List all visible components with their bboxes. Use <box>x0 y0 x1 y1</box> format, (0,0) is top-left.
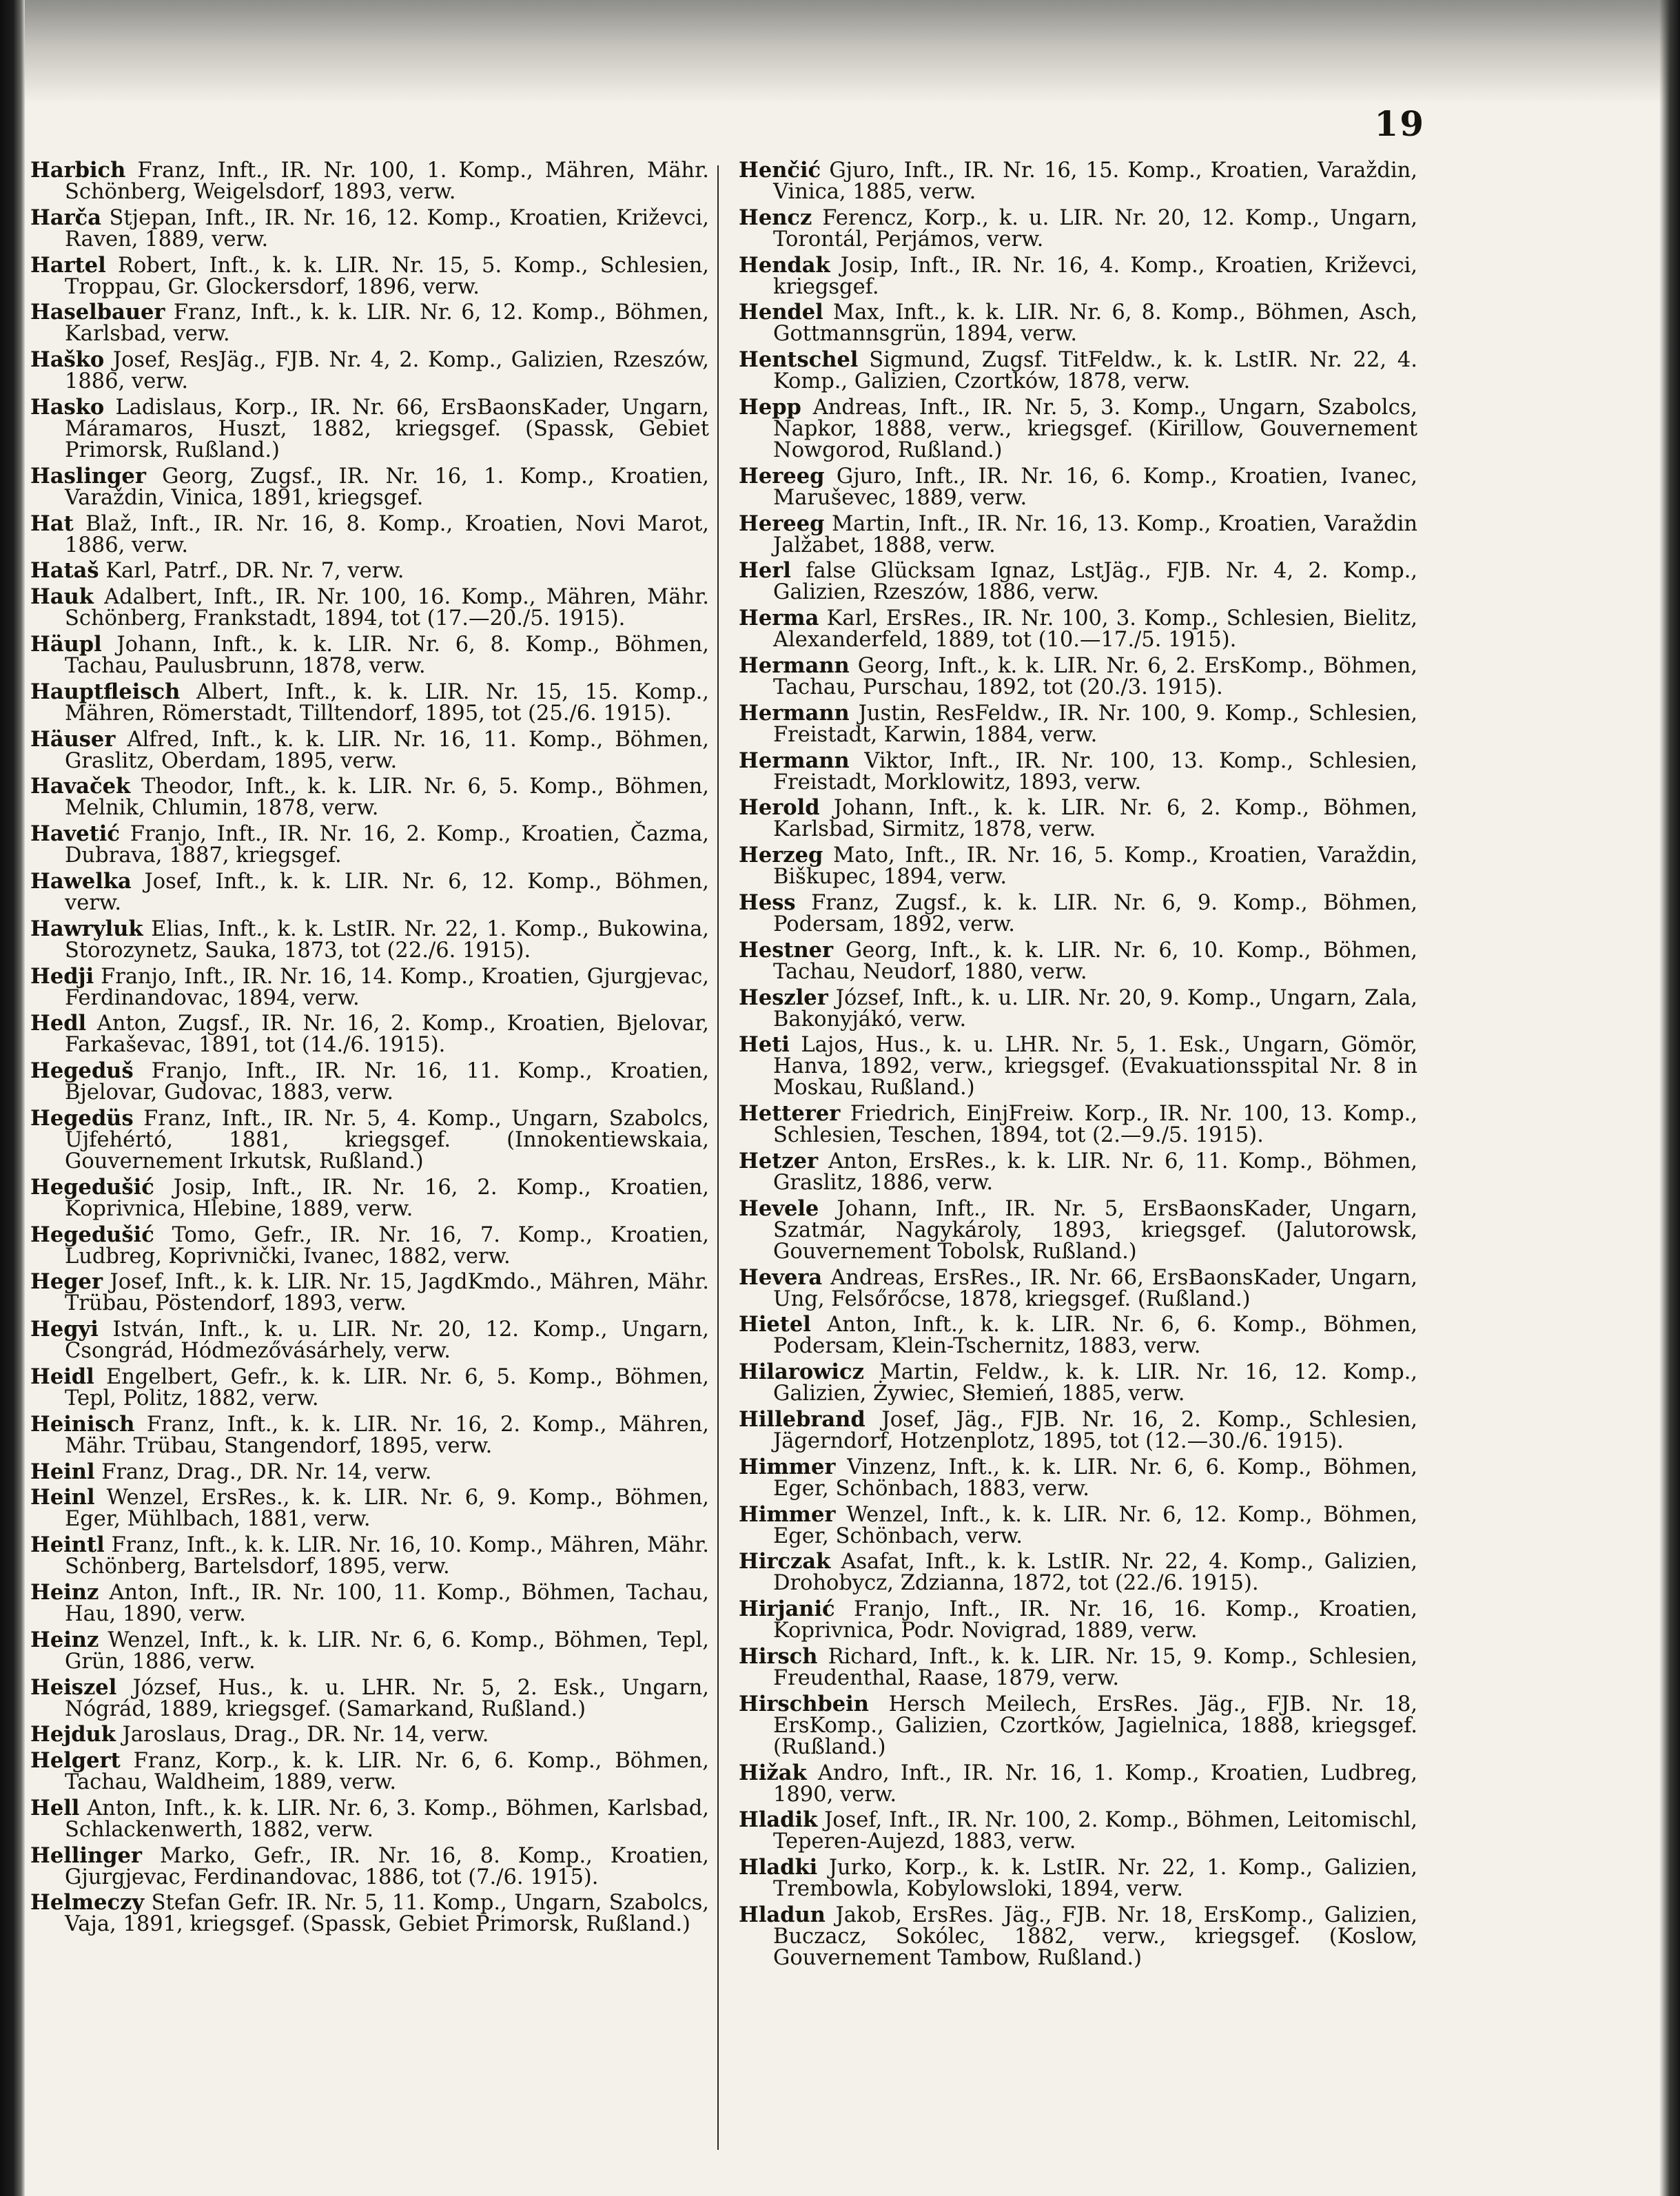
list-entry <box>739 1198 1417 1262</box>
list-entry <box>739 1551 1417 1594</box>
entry-surname: Hermann <box>739 653 850 678</box>
list-entry <box>30 776 709 819</box>
list-entry <box>739 252 1417 299</box>
entry-surname: Havaček <box>30 774 131 799</box>
entry-surname: Heinl <box>30 1459 95 1484</box>
entry-surname: Heinisch <box>30 1411 135 1437</box>
list-entry <box>739 987 1417 1030</box>
list-entry <box>30 349 709 392</box>
list-entry <box>30 513 709 556</box>
entry-details: Richard, Inft., k. k. LIR. Nr. 15, 9. Komp., Schlesien, Freudenthal, Raase, 1879, verw. <box>773 1644 1417 1690</box>
entry-surname: Hevele <box>739 1196 819 1221</box>
entry-details: Anton, Inft., k. k. LIR. Nr. 6, 3. Komp., Böhmen, Karlsbad, Schlackenwerth, 1882, verw. <box>65 1796 710 1842</box>
entry-details: Georg, Inft., k. k. LIR. Nr. 6, 2. ErsKomp., Böhmen, Tachau, Purschau, 1892, tot (20./3. 1915). <box>773 653 1417 699</box>
page-left-binding-shadow <box>0 0 25 2196</box>
list-entry <box>30 1845 709 1888</box>
list-entry <box>30 1487 709 1530</box>
entry-details: Karl, ErsRes., IR. Nr. 100, 3. Komp., Schlesien, Bielitz, Alexanderfeld, 1889, tot (10.—17./5. 1915). <box>773 606 1417 653</box>
entry-details: Adalbert, Inft., IR. Nr. 100, 16. Komp., Mähren, Mähr. Schönberg, Frankstadt, 1894, tot (17.—20./5. 1915). <box>65 585 710 631</box>
entry-details: Engelbert, Gefr., k. k. LIR. Nr. 6, 5. Komp., Böhmen, Tepl, Politz, 1882, verw. <box>65 1364 709 1410</box>
entry-surname: Hegyi <box>30 1317 99 1342</box>
entry-details: József, Hus., k. u. LHR. Nr. 5, 2. Esk., Ungarn, Nógrád, 1889, kriegsgef. (Samarkand, Rußland.) <box>65 1675 709 1721</box>
entry-details: Josip, Inft., IR. Nr. 16, 4. Komp., Kroatien, Križevci, kriegsgef. <box>773 253 1417 299</box>
list-entry <box>739 560 1417 603</box>
entry-surname: Hladun <box>739 1902 826 1927</box>
list-entry <box>30 1724 709 1745</box>
list-entry <box>30 207 709 250</box>
list-entry <box>739 655 1417 698</box>
entry-details: false Glücksam Ignaz, LstJäg., FJB. Nr. 4, 2. Komp., Galizien, Rzeszów, 1886, verw. <box>773 559 1418 605</box>
list-entry <box>739 1599 1417 1641</box>
entry-surname: Helmeczy <box>30 1890 145 1916</box>
entry-details: Andro, Inft., IR. Nr. 16, 1. Komp., Kroatien, Ludbreg, 1890, verw. <box>773 1761 1417 1807</box>
entry-surname: Hendel <box>739 300 823 325</box>
list-entry <box>30 1411 710 1458</box>
list-entry <box>30 1060 709 1103</box>
column-divider <box>717 165 719 2150</box>
entry-surname: Heiszel <box>30 1674 117 1700</box>
entry-details: Johann, Inft., IR. Nr. 5, ErsBaonsKader, Ungarn, Szatmár, Nagykároly, 1893, kriegsgef. (Jalutorowsk, Gouvernement Tobolsk, Rußland.) <box>773 1196 1418 1264</box>
entry-details: Asafat, Inft., k. k. LstIR. Nr. 22, 4. Komp., Galizien, Drohobycz, Zdzianna, 1872, tot (22./6. 1915). <box>773 1550 1417 1596</box>
list-entry <box>739 349 1417 392</box>
entry-surname: Herma <box>739 606 819 631</box>
entry-surname: Hladik <box>739 1807 818 1833</box>
right-column <box>739 160 1417 1973</box>
entry-surname: Hedji <box>30 963 94 989</box>
entry-surname: Hetzer <box>739 1148 819 1173</box>
entry-details: Franz, Inft., k. k. LIR. Nr. 16, 10. Komp., Mähren, Mähr. Schönberg, Bartelsdorf, 1895, verw. <box>65 1533 709 1579</box>
entry-details: Josip, Inft., IR. Nr. 16, 2. Komp., Kroatien, Koprivnica, Hlebine, 1889, verw. <box>65 1175 709 1221</box>
entry-details: Franz, Inft., k. k. LIR. Nr. 16, 2. Komp., Mähren, Mähr. Trübau, Stangendorf, 1895, verw. <box>65 1412 710 1458</box>
entry-details: Max, Inft., k. k. LIR. Nr. 6, 8. Komp., Böhmen, Asch, Gottmannsgrün, 1894, verw. <box>773 300 1417 347</box>
list-entry <box>739 463 1417 510</box>
entry-details: Stjepan, Inft., IR. Nr. 16, 12. Komp., Kroatien, Križevci, Raven, 1889, verw. <box>65 205 709 252</box>
entry-details: Franz, Inft., k. k. LIR. Nr. 6, 12. Komp., Böhmen, Karlsbad, verw. <box>65 300 709 347</box>
entry-surname: Hegedušić <box>30 1174 154 1200</box>
entry-surname: Hejduk <box>30 1722 116 1747</box>
list-entry <box>739 843 1417 890</box>
entry-details: Georg, Zugsf., IR. Nr. 16, 1. Komp., Kroatien, Varaždin, Vinica, 1891, kriegsgef. <box>65 464 709 510</box>
entry-details: Anton, Inft., IR. Nr. 100, 11. Komp., Böhmen, Tachau, Hau, 1890, verw. <box>65 1580 709 1626</box>
list-entry <box>739 1359 1417 1406</box>
list-entry <box>30 1461 709 1483</box>
entry-details: Franjo, Inft., IR. Nr. 16, 2. Komp., Kroatien, Čazma, Dubrava, 1887, kriegsgef. <box>65 822 709 868</box>
entry-surname: Harča <box>30 205 101 230</box>
entry-details: Martin, Inft., IR. Nr. 16, 13. Komp., Kroatien, Varaždin Jalžabet, 1888, verw. <box>773 511 1417 557</box>
entry-details: Theodor, Inft., k. k. LIR. Nr. 6, 5. Komp., Böhmen, Melnik, Chlumin, 1878, verw. <box>65 774 709 821</box>
entry-surname: Hevera <box>739 1264 823 1290</box>
entry-details: Josef, Jäg., FJB. Nr. 16, 2. Komp., Schlesien, Jägerndorf, Hotzenplotz, 1895, tot (12.—30./6. 1915). <box>773 1407 1417 1453</box>
entry-surname: Helgert <box>30 1748 121 1774</box>
entry-surname: Hencz <box>739 205 812 230</box>
entry-surname: Hawelka <box>30 868 132 894</box>
list-entry <box>739 207 1417 250</box>
entry-surname: Hendak <box>739 252 830 278</box>
entry-surname: Hellinger <box>30 1843 142 1868</box>
list-entry <box>739 937 1417 984</box>
entry-surname: Henčić <box>739 158 821 183</box>
list-entry <box>30 1366 709 1409</box>
entry-details: Franz, Zugsf., k. k. LIR. Nr. 6, 9. Komp., Böhmen, Podersam, 1892, verw. <box>773 890 1417 936</box>
list-entry <box>739 797 1417 840</box>
entry-surname: Hentschel <box>739 347 859 373</box>
entry-details: Robert, Inft., k. k. LIR. Nr. 15, 5. Komp., Schlesien, Troppau, Gr. Glockersdorf, 1896, verw. <box>65 253 709 299</box>
entry-surname: Hegeduš <box>30 1058 134 1084</box>
entry-details: Marko, Gefr., IR. Nr. 16, 8. Komp., Kroatien, Gjurgjevac, Ferdinandovac, 1886, tot (7./6. 1915). <box>65 1843 710 1889</box>
entry-details: Wenzel, Inft., k. k. LIR. Nr. 6, 6. Komp., Böhmen, Tepl, Grün, 1886, verw. <box>65 1628 709 1674</box>
list-entry <box>739 1148 1417 1195</box>
entry-surname: Hirczak <box>739 1549 831 1574</box>
entry-surname: Heti <box>739 1032 790 1058</box>
list-entry <box>739 1902 1417 1970</box>
list-entry <box>739 606 1417 653</box>
list-entry <box>30 868 709 915</box>
list-entry <box>739 394 1417 462</box>
entry-surname: Hestner <box>739 937 834 963</box>
entry-details: Johann, Inft., k. k. LIR. Nr. 6, 8. Komp., Böhmen, Tachau, Paulusbrunn, 1878, verw. <box>65 632 709 678</box>
entry-surname: Himmer <box>739 1501 836 1527</box>
entry-surname: Hetterer <box>739 1101 841 1127</box>
list-entry <box>739 1809 1417 1852</box>
entry-details: Anton, ErsRes., k. k. LIR. Nr. 6, 11. Komp., Böhmen, Graslitz, 1886, verw. <box>773 1149 1417 1195</box>
entry-details: Justin, ResFeldw., IR. Nr. 100, 9. Komp., Schlesien, Freistadt, Karwin, 1884, verw. <box>773 701 1417 747</box>
list-entry <box>739 1264 1417 1311</box>
list-entry <box>30 963 710 1010</box>
entry-surname: Hartel <box>30 252 106 278</box>
entry-surname: Herzeg <box>739 843 823 868</box>
list-entry <box>30 302 709 345</box>
entry-surname: Hegedušić <box>30 1222 154 1247</box>
list-entry <box>739 1643 1417 1690</box>
entry-surname: Hasko <box>30 394 105 420</box>
entry-details: Hersch Meilech, ErsRes. Jäg., FJB. Nr. 18, ErsKomp., Galizien, Czortków, Jagielnica, 1888, kriegsgef. (Rußland.) <box>773 1692 1417 1759</box>
entry-surname: Hižak <box>739 1760 807 1785</box>
list-entry <box>739 160 1417 203</box>
list-entry <box>30 1674 709 1721</box>
entry-details: Vinzenz, Inft., k. k. LIR. Nr. 6, 6. Komp., Böhmen, Eger, Schönbach, 1883, verw. <box>773 1455 1417 1501</box>
entry-surname: Hepp <box>739 394 801 420</box>
entry-surname: Hirjanić <box>739 1597 835 1622</box>
list-entry <box>30 1750 709 1793</box>
list-entry <box>30 1319 709 1362</box>
list-entry <box>739 1691 1417 1759</box>
entry-surname: Hermann <box>739 748 850 773</box>
list-entry <box>739 513 1417 556</box>
entry-details: Georg, Inft., k. k. LIR. Nr. 6, 10. Komp., Böhmen, Tachau, Neudorf, 1880, verw. <box>773 938 1417 984</box>
list-entry <box>739 1454 1417 1501</box>
entry-surname: Haško <box>30 347 105 373</box>
entry-surname: Hietel <box>739 1312 811 1337</box>
list-entry <box>30 1532 709 1579</box>
entry-surname: Hirsch <box>739 1643 818 1669</box>
entry-surname: Havetić <box>30 821 120 847</box>
entry-details: Stefan Gefr. IR. Nr. 5, 11. Komp., Ungarn, Szabolcs, Vaja, 1891, kriegsgef. (Spassk, Gebiet Primorsk, Rußland.) <box>65 1891 709 1937</box>
entry-details: Franz, Inft., IR. Nr. 100, 1. Komp., Mähren, Mähr. Schönberg, Weigelsdorf, 1893, verw. <box>65 158 709 204</box>
entry-details: József, Inft., k. u. LIR. Nr. 20, 9. Komp., Ungarn, Zala, Bakonyjákó, verw. <box>773 985 1417 1032</box>
entry-surname: Hladki <box>739 1855 818 1880</box>
entry-details: Viktor, Inft., IR. Nr. 100, 13. Komp., Schlesien, Freistadt, Morklowitz, 1893, verw. <box>773 748 1417 794</box>
list-entry <box>739 1034 1417 1098</box>
entry-surname: Heinz <box>30 1627 99 1652</box>
entry-surname: Herl <box>739 558 791 584</box>
entry-surname: Häuser <box>30 726 116 752</box>
entry-details: Sigmund, Zugsf. TitFeldw., k. k. LstIR. Nr. 22, 4. Komp., Galizien, Czortków, 1878, verw. <box>773 348 1417 394</box>
entry-surname: Hirschbein <box>739 1691 869 1716</box>
list-entry <box>739 700 1417 747</box>
entry-details: Josef, Inft., k. k. LIR. Nr. 6, 12. Komp., Böhmen, verw. <box>65 869 709 915</box>
list-entry <box>739 750 1417 793</box>
entry-surname: Harbich <box>30 158 126 183</box>
entry-surname: Haslinger <box>30 463 146 489</box>
entry-details: Franjo, Inft., IR. Nr. 16, 16. Komp., Kroatien, Koprivnica, Podr. Novigrad, 1889, verw. <box>773 1597 1417 1643</box>
entry-details: Franjo, Inft., IR. Nr. 16, 14. Komp., Kroatien, Gjurgjevac, Ferdinandovac, 1894, verw. <box>65 964 710 1010</box>
entry-details: Anton, Inft., k. k. LIR. Nr. 6, 6. Komp., Böhmen, Podersam, Klein-Tschernitz, 1883, verw. <box>773 1313 1417 1359</box>
entry-surname: Hauk <box>30 584 94 610</box>
entry-surname: Hillebrand <box>739 1406 865 1432</box>
list-entry <box>739 1103 1417 1146</box>
entry-surname: Häupl <box>30 631 102 657</box>
entry-details: Josef, Inft., k. k. LIR. Nr. 15, JagdKmdo., Mähren, Mähr. Trübau, Pöstendorf, 1893, verw. <box>65 1270 709 1316</box>
list-entry <box>30 586 709 629</box>
list-entry <box>30 463 709 510</box>
entry-details: Mato, Inft., IR. Nr. 16, 5. Komp., Kroatien, Varaždin, Biškupec, 1894, verw. <box>773 843 1417 890</box>
list-entry <box>30 823 709 866</box>
list-entry <box>30 1013 709 1056</box>
list-entry <box>30 160 709 203</box>
entry-details: Josef, ResJäg., FJB. Nr. 4, 2. Komp., Galizien, Rzeszów, 1886, verw. <box>65 348 709 394</box>
entry-details: Andreas, Inft., IR. Nr. 5, 3. Komp., Ungarn, Szabolcs, Napkor, 1888, verw., kriegsgef. (Kirillow, Gouvernement Nowgorod, Rußland.) <box>773 395 1417 462</box>
entry-details: Jakob, ErsRes. Jäg., FJB. Nr. 18, ErsKomp., Galizien, Buczacz, Sokólec, 1882, verw., kriegsgef. (Koslow, Gouvernement Tambow, Rußland.) <box>773 1902 1417 1970</box>
entry-details: Karl, Patrf., DR. Nr. 7, verw. <box>105 559 404 584</box>
entry-surname: Heinz <box>30 1579 99 1605</box>
list-entry <box>739 1314 1417 1357</box>
page-top-shadow <box>0 0 1680 103</box>
entry-details: Josef, Inft., IR. Nr. 100, 2. Komp., Böhmen, Leitomischl, Teperen-Aujezd, 1883, verw. <box>773 1808 1417 1854</box>
entry-surname: Heidl <box>30 1364 94 1389</box>
entry-details: Ferencz, Korp., k. u. LIR. Nr. 20, 12. Komp., Ungarn, Torontál, Perjámos, verw. <box>773 205 1417 252</box>
entry-details: Franz, Korp., k. k. LIR. Nr. 6, 6. Komp., Böhmen, Tachau, Waldheim, 1889, verw. <box>65 1749 709 1795</box>
entry-surname: Heinl <box>30 1485 95 1510</box>
entry-details: Anton, Zugsf., IR. Nr. 16, 2. Komp., Kroatien, Bjelovar, Farkaševac, 1891, tot (14./6. 1915). <box>65 1012 709 1058</box>
entry-details: Martin, Feldw., k. k. LIR. Nr. 16, 12. Komp., Galizien, Żywiec, Słemień, 1885, verw. <box>773 1360 1417 1406</box>
list-entry <box>30 1271 709 1314</box>
list-entry <box>30 631 709 678</box>
list-entry <box>739 302 1417 345</box>
entry-surname: Hat <box>30 511 74 536</box>
entry-surname: Hell <box>30 1795 80 1820</box>
list-entry <box>30 394 709 462</box>
entry-details: Wenzel, Inft., k. k. LIR. Nr. 6, 12. Komp., Böhmen, Eger, Schönbach, verw. <box>773 1502 1417 1548</box>
entry-surname: Hermann <box>739 700 850 726</box>
entry-details: Blaž, Inft., IR. Nr. 16, 8. Komp., Kroatien, Novi Marot, 1886, verw. <box>65 511 709 557</box>
list-entry <box>30 1174 709 1221</box>
entry-surname: Hataš <box>30 558 99 584</box>
list-entry <box>30 1224 709 1267</box>
list-entry <box>739 1501 1417 1548</box>
entry-details: Lajos, Hus., k. u. LHR. Nr. 5, 1. Esk., Ungarn, Gömör, Hanva, 1892, verw., kriegsgef. (Evakuationsspital Nr. 8 in Moskau, Rußland.) <box>773 1033 1417 1100</box>
list-entry <box>739 1760 1417 1807</box>
list-entry <box>30 252 709 299</box>
page-right-shadow <box>1659 0 1680 2196</box>
entry-surname: Heger <box>30 1269 103 1295</box>
left-column <box>30 160 709 1940</box>
entry-details: Ladislaus, Korp., IR. Nr. 66, ErsBaonsKader, Ungarn, Máramaros, Huszt, 1882, kriegsgef. (Spassk, Gebiet Primorsk, Rußland.) <box>65 395 709 462</box>
list-entry <box>30 560 709 582</box>
entry-surname: Heintl <box>30 1532 105 1558</box>
entry-details: Albert, Inft., k. k. LIR. Nr. 15, 15. Komp., Mähren, Römerstadt, Tilltendorf, 1895, tot (25./6. 1915). <box>65 679 709 726</box>
entry-details: Franjo, Inft., IR. Nr. 16, 11. Komp., Kroatien, Bjelovar, Gudovac, 1883, verw. <box>65 1059 709 1105</box>
entry-surname: Hess <box>739 890 796 915</box>
entry-details: Alfred, Inft., k. k. LIR. Nr. 16, 11. Komp., Böhmen, Graslitz, Oberdam, 1895, verw. <box>65 727 709 773</box>
entry-details: Gjuro, Inft., IR. Nr. 16, 6. Komp., Kroatien, Ivanec, Maruševec, 1889, verw. <box>773 464 1417 510</box>
entry-details: Gjuro, Inft., IR. Nr. 16, 15. Komp., Kroatien, Varaždin, Vinica, 1885, verw. <box>773 158 1417 204</box>
entry-details: Jurko, Korp., k. k. LstIR. Nr. 22, 1. Komp., Galizien, Trembowla, Kobylowsloki, 1894, verw. <box>773 1856 1417 1902</box>
entry-details: Friedrich, EinjFreiw. Korp., IR. Nr. 100, 13. Komp., Schlesien, Teschen, 1894, tot (2.—9./5. 1915). <box>773 1102 1417 1148</box>
entry-details: Wenzel, ErsRes., k. k. LIR. Nr. 6, 9. Komp., Böhmen, Eger, Mühlbach, 1881, verw. <box>65 1486 709 1532</box>
entry-surname: Haselbauer <box>30 300 165 325</box>
list-entry <box>30 1105 709 1173</box>
entry-details: Franz, Inft., IR. Nr. 5, 4. Komp., Ungarn, Szabolcs, Ujfehértó, 1881, kriegsgef. (Innokentiewskaia, Gouvernement Irkutsk, Rußland.) <box>65 1106 709 1173</box>
entry-surname: Heszler <box>739 985 828 1010</box>
list-entry <box>30 1795 710 1842</box>
entry-surname: Hedl <box>30 1011 87 1036</box>
list-entry <box>30 1892 709 1935</box>
entry-surname: Hilarowicz <box>739 1359 864 1385</box>
list-entry <box>739 1406 1417 1453</box>
list-entry <box>30 916 709 963</box>
list-entry <box>739 1857 1417 1900</box>
entry-surname: Himmer <box>739 1454 836 1479</box>
entry-surname: Hereeg <box>739 511 825 536</box>
entry-surname: Hauptfleisch <box>30 679 181 704</box>
page-number: 19 <box>1374 103 1425 144</box>
entry-details: István, Inft., k. u. LIR. Nr. 20, 12. Komp., Ungarn, Csongrád, Hódmezővásárhely, verw. <box>65 1317 709 1364</box>
entry-details: Johann, Inft., k. k. LIR. Nr. 6, 2. Komp., Böhmen, Karlsbad, Sirmitz, 1878, verw. <box>773 796 1417 842</box>
entry-details: Elias, Inft., k. k. LstIR. Nr. 22, 1. Komp., Bukowina, Storozynetz, Sauka, 1873, tot (22./6. 1915). <box>65 916 709 963</box>
entry-surname: Hereeg <box>739 463 825 489</box>
list-entry <box>739 892 1417 935</box>
entry-details: Jaroslaus, Drag., DR. Nr. 14, verw. <box>122 1723 489 1747</box>
entry-surname: Herold <box>739 795 820 821</box>
list-entry <box>30 1579 709 1626</box>
list-entry <box>30 726 709 773</box>
entry-details: Tomo, Gefr., IR. Nr. 16, 7. Komp., Kroatien, Ludbreg, Koprivnički, Ivanec, 1882, verw. <box>65 1222 710 1269</box>
entry-surname: Hegedüs <box>30 1105 134 1131</box>
entry-surname: Hawryluk <box>30 916 143 941</box>
entry-details: Franz, Drag., DR. Nr. 14, verw. <box>101 1459 432 1484</box>
list-entry <box>30 681 709 724</box>
entry-details: Andreas, ErsRes., IR. Nr. 66, ErsBaonsKader, Ungarn, Ung, Felsőrőcse, 1878, kriegsgef. (Rußland.) <box>773 1265 1417 1311</box>
list-entry <box>30 1627 709 1674</box>
